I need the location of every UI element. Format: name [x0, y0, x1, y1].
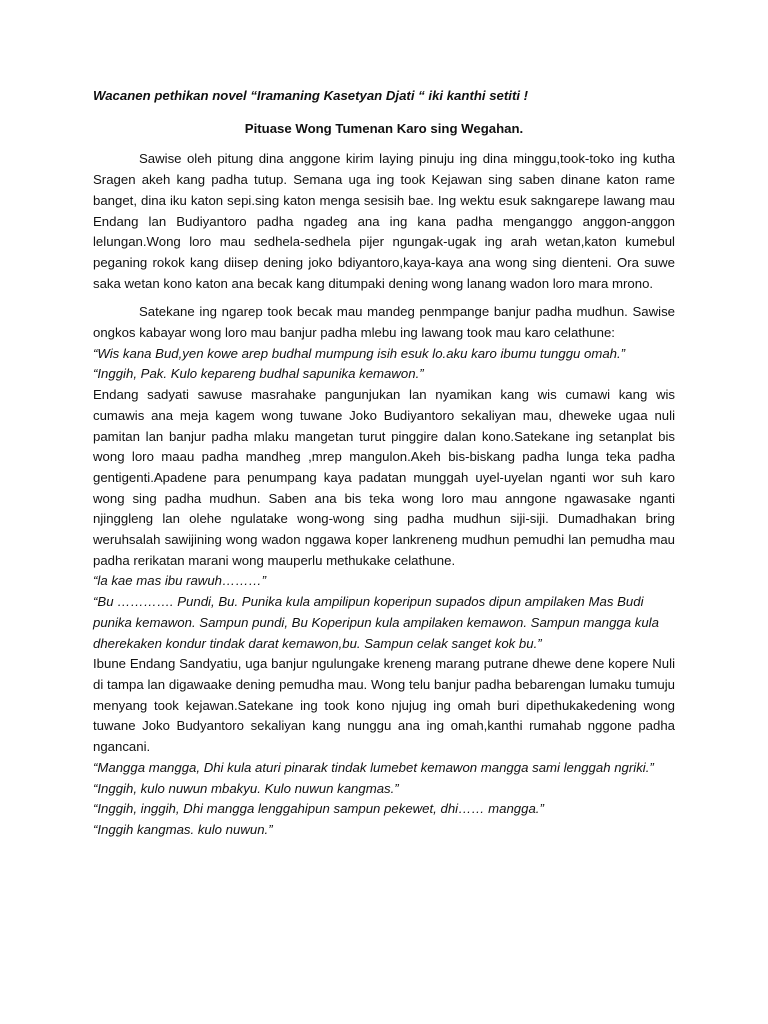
- story-title: Pituase Wong Tumenan Karo sing Wegahan.: [244, 120, 524, 136]
- instruction-text: Wacanen pethikan novel “Iramaning Kasetyan Djati “ iki kanthi setiti !: [93, 88, 529, 103]
- paragraph-2: Satekane ing ngarep took becak mau mandeg penmpange banjur padha mudhun. Sawise ongkos kabayar wong loro mau banjur padha mlebu ing lawang took mau karo celathune:: [93, 304, 675, 341]
- paragraph-4: Ibune Endang Sandyatiu, uga banjur ngulungake kreneng marang putrane dhewe dene kopere Nuli di tampa lan digawaake dening pemudha mau. Wong telu banjur padha bebarengan lumaku tumuju menyang took kejawan.Satekane ing took kono njujug ing omah buri dipethukakedening wong tuwane Joko Budyantoro sekaliyan kang nunggu ana ing omah,kanthi rumahab nggone padha ngancani.: [93, 656, 675, 755]
- dialog-line-3: “la kae mas ibu rawuh………”: [93, 573, 266, 589]
- document-body: [93, 86, 675, 841]
- dialog-line-4: “Bu …………. Pundi, Bu. Punika kula ampilipun koperipun supados dipun ampilaken Mas Budi punika kemawon. Sampun pundi, Bu Koperipun kula ampilaken kemawon. Sampun mangga kula dherekaken kondur tindak darat kemawon,bu. Sampun celak sanget kok bu.”: [93, 594, 659, 651]
- dialog-line-7: “Inggih, inggih, Dhi mangga lenggahipun sampun pekewet, dhi…… mangga.”: [93, 801, 544, 817]
- dialog-line-2: “Inggih, Pak. Kulo kepareng budhal sapunika kemawon.”: [93, 366, 424, 382]
- paragraph-3: Endang sadyati sawuse masrahake pangunjukan lan nyamikan kang wis cumawi kang wis cumawis ana meja kagem wong tuwane Joko Budiyantoro sekaliyan mau, dheweke ugaa nuli pamitan lan banjur padha mlaku mangetan turut pinggire dalan kono.Satekane ing setanplat bis wong loro maau padha mandheg ,mrep mangulon.Akeh bis-biskang padha lunga teka padha gentigenti.Apadene para penumpang kaya padatan munggah uyel-uyelan nganti wor suh karo wong sing padha mudhun. Saben ana bis teka wong loro mau anngone ngawasake nganti njinggleng lan olehe ngulatake wong-wong sing padha mudhun siji-siji. Dumadhakan bring weruhsalah sawijining wong wadon nggawa koper lankreneng mudhun pemudhi lan pemudha mau padha rerikatan marani wong mauperlu methukake celathune.: [93, 387, 675, 568]
- dialog-line-1: “Wis kana Bud,yen kowe arep budhal mumpung isih esuk lo.aku karo ibumu tunggu omah.”: [93, 345, 626, 361]
- dialog-line-6: “Inggih, kulo nuwun mbakyu. Kulo nuwun kangmas.”: [93, 780, 399, 796]
- dialog-line-8: “Inggih kangmas. kulo nuwun.”: [93, 821, 273, 837]
- paragraph-1: Sawise oleh pitung dina anggone kirim laying pinuju ing dina minggu,took-toko ing kutha Sragen akeh kang padha tutup. Semana uga ing took Kejawan sing saben dinane katon rame banget, dina iku katon sepi.sing katon menga sesisih bae. Ing wektu esuk sakngarepe lawang mau Endang lan Budiyantoro padha ngadeg ana ing kana padha menganggo anggon-anggon lelungan.Wong loro mau sedhela-sedhela pijer ngungak-ugak ing arah wetan,katon kumebul peganing rokok kang diisep dening joko bdiyantoro,kaya-kaya ana wong sing dienteni. Ora suwe saka wetan kono katon ana becak kang ditumpaki dening wong lanang wadon loro mara mrono.: [93, 151, 675, 291]
- dialog-line-5: “Mangga mangga, Dhi kula aturi pinarak tindak lumebet kemawon mangga sami lenggah ngriki.”: [93, 759, 654, 775]
